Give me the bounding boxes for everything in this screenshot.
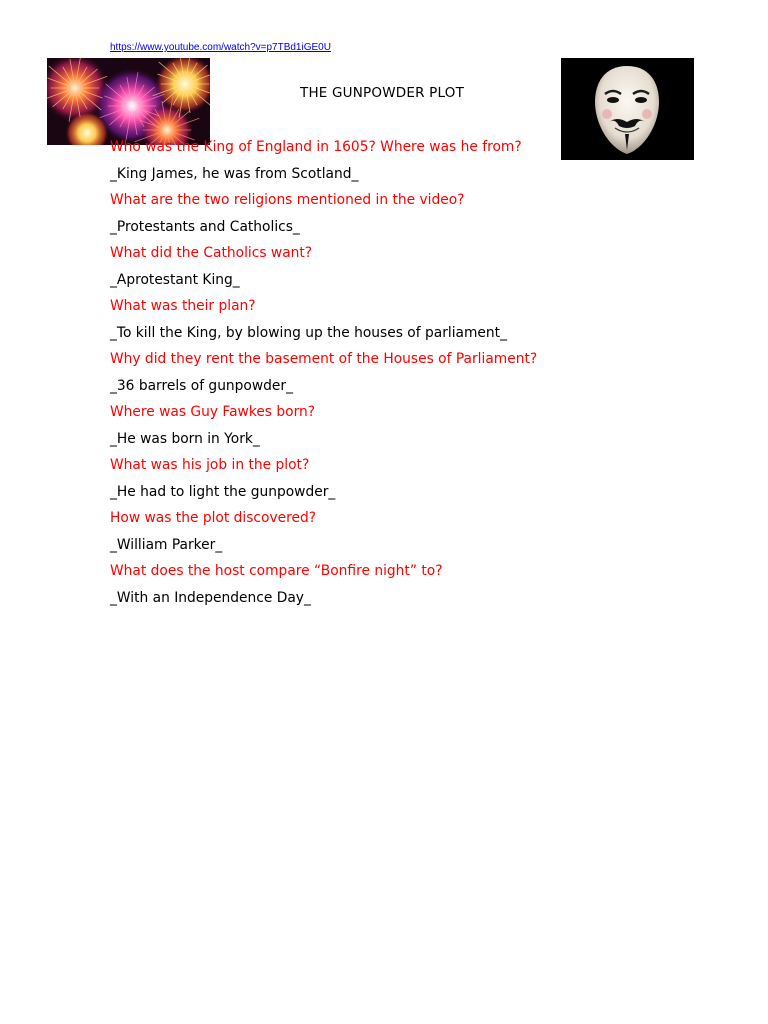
question-text: Who was the King of England in 1605? Where was he from? <box>110 139 522 155</box>
answer-text: _With an Independence Day_ <box>110 589 311 606</box>
question-text: What did the Catholics want? <box>110 245 313 261</box>
video-link[interactable]: https://www.youtube.com/watch?v=p7TBd1iGE0U <box>110 42 331 53</box>
question-text: What was his job in the plot? <box>110 457 310 473</box>
answer-text: _He was born in York_ <box>110 430 260 447</box>
page-title: THE GUNPOWDER PLOT <box>300 85 465 101</box>
answer-text: _To kill the King, by blowing up the houses of parliament_ <box>110 324 507 341</box>
answer-text: _King James, he was from Scotland_ <box>110 165 359 182</box>
fireworks-image <box>47 58 210 145</box>
answer-text: _Protestants and Catholics_ <box>110 218 300 235</box>
answer-text: _William Parker_ <box>110 536 223 553</box>
question-text: Where was Guy Fawkes born? <box>110 404 316 420</box>
question-answer-list <box>110 137 670 614</box>
answer-text: _36 barrels of gunpowder_ <box>110 377 293 394</box>
question-text: What are the two religions mentioned in the video? <box>110 192 465 208</box>
fireworks-graphic <box>47 58 210 145</box>
question-text: How was the plot discovered? <box>110 510 317 526</box>
question-text: What was their plan? <box>110 298 256 314</box>
question-text: What does the host compare “Bonfire night” to? <box>110 563 443 579</box>
answer-text: _Aprotestant King_ <box>110 271 240 288</box>
answer-text: _He had to light the gunpowder_ <box>110 483 336 500</box>
question-text: Why did they rent the basement of the Houses of Parliament? <box>110 351 538 367</box>
